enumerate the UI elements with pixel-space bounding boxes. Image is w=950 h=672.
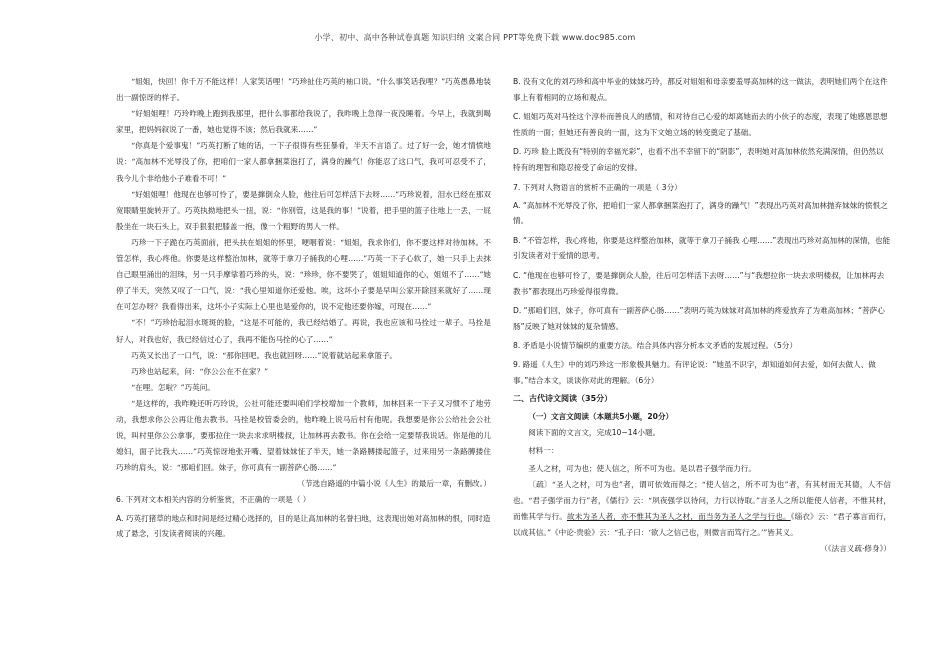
question-7-option-d: D. “那咱们回，妹子，你可真有一副菩萨心肠……”表明巧英为妹妹对高加林的疼爱放弃了为难高加林；“菩萨心肠”反映了她对妹妹的复杂情感。 (513, 306, 885, 331)
excerpt-source: （节选自路遥的中篇小说《人生》的最后一章，有删改。） (297, 479, 491, 489)
paragraph: “在哩。怎啦？”巧英问。 (131, 382, 215, 392)
classical-source: （《法言义疏·修身》） (820, 544, 891, 554)
reading-instruction: 阅读下面的文言文，完成10~14小题。 (528, 427, 661, 437)
question-8: 8. 矛盾是小说情节编织的重要方法。结合具体内容分析本文矛盾的发展过程。（5分） (513, 341, 798, 351)
question-9: 9. 路遥《人生》中的刘巧珍这一形象极具魅力。有评论说：“她虽不识字，却知道如何去爱，如何去做人、做事。”结合本文，谈谈你对此的理解。（6分） (513, 359, 876, 385)
paragraph: “不！”巧珍抬起泪水斑斑的脸，“这是不可能的，我已经结婚了。再说，我也应该和马拴过一辈子。马拴是好人，对我也好，我已经信过心了，我再不能伤马拴的心了……” (116, 318, 491, 344)
section-heading: 二、古代诗文阅读（35分） (513, 393, 613, 403)
paragraph: 巧珍一下子跪在巧英面前，把头扶在姐姐的怀里，哽咽着说：“姐姐，我求你们，你不要这样对待加林。不管怎样，我心疼他。你要是这样整治加林，就等于拿刀子捅我的心哩……”巧英一下子心软了，她一只手上去抹自己眼里涌出的泪珠，另一只手摩挲着巧珍的头，说：“珍珍，你不要哭了，姐姐知道你的心，姐姐不了……”她停了半天，突然又叹了一口气，说：“我心里知道你还爱他。唉，这坏小子要是早叫公家开除回来就好了……现在可怎办呀？我看得出来，这坏小子实际上心里也是爱你的，说不定他还要你嫁，可现在……” (116, 237, 491, 312)
classical-quote: 圣人之材，可为也；使人信之，所不可为也。是以君子强学而力行。 (528, 463, 756, 473)
question-6: 6. 下列对文本相关内容的分析鉴赏，不正确的一项是（ ） (116, 495, 311, 505)
question-6-option-c: C. 姐姐巧英对马拴这个淳朴而善良人的感情，和对待自己心爱的却离她而去的小伙子的态度，表现了她感恩思想性质的一面；但她还有善良的一面，这为下文她立场的转变奠定了基础。 (513, 112, 888, 137)
question-6-option-d: D. 巧珍 脸上既没有“特别的幸福光彩”，也看不出不幸留下的“阴影”，表明她对高加林依然充满深情，但仍然以特有的理智和隐忍接受了命运的安排。 (513, 147, 884, 172)
question-6-option-b: B. 没有文化的刘巧珍和高中毕业的妹妹巧玲，都反对姐姐和母亲要羞辱高加林的这一做法，表明她们两个在这件事上有着相同的立场和观点。 (513, 77, 888, 102)
question-7-option-a: A. “高加林不光辱没了你，把咱们一家人都拿捆菜泡打了，满身的躁气！”表现出巧英对高加林抛弃妹妹的愤恨之情。 (513, 200, 888, 226)
paragraph: 巧英又长出了一口气，说：“那你回吧。我也就回呀……”说着就站起来拿篮子。 (131, 350, 398, 360)
question-7-option-b: B. “不管怎样，我心疼他，你要是这样整治加林，就等于拿刀子捅我 心哩……”表现出巧珍对高加林的深情，也能引发读者对于爱情的思考。 (513, 235, 891, 261)
subsection-heading: （一）文言文阅读（本题共5小题，20分） (528, 411, 674, 421)
paragraph: “你真是个爱事鬼！”巧英打断了她的话，一下子很得有些狂暴肴，半天不言语了。过了好一会，她才情愤地说：“高加林不光辱没了你，把咱们一家人都拿捆菜泡打了，满身的躁气！你能忍了这口气，我可可忍受不了，我今儿个非给他小子难看不可！” (116, 141, 491, 183)
paragraph: “姐姐，快回！你千万不能这样！人家笑话哩！”巧珍扯住巧英的袖口说。“什么事笑话我哩？”巧英愚鼻地装出一副惊讶的样子。 (116, 77, 491, 103)
material-label: 材料一： (528, 445, 559, 455)
page-header: 小学、初中、高中各种试卷真题 知识归纳 文案合同 PPT等免费下载 www.doc985.com (314, 33, 636, 42)
classical-commentary (513, 477, 891, 541)
paragraph: “好姐姐哩！他现在也够可怜了，要是撺倒众人脸，他往后可怎样活下去呀……”巧珍说着，泪水已经在那双宽眼睛里旋转开了。巧英执拗地把头一扭，说：“你别管，这是我的事！”说着，把手里的篮子往地上一丢，一屁股坐在一块石头上，双手狠狠把膝盖一抱，像一个粗野的男人一样。 (116, 189, 491, 231)
underlined-sentence: 故未为圣人者，亦不惟其为圣人之材，而当务为圣人之学与行也。 (567, 512, 791, 522)
left-column (116, 74, 491, 546)
question-7-option-c: C. “他现在也够可怜了，要是撺倒众人脸，往后可怎样活下去呀……”与“我想拉你一块去求明楼叔，让加林再去教书”都表现出巧珍爱得很卑微。 (513, 271, 885, 296)
paragraph: “好姐姐哩！巧玲昨晚上跑到我那里，把什么事都给我说了，我昨晚上急得一夜没睡着。今早上，我就到喝家里，把妈妈叙说了一番，她也觉得不该；然后我就来……” (116, 109, 491, 135)
commentary-text: 〔疏〕“圣人之材，可为也”者，谓可依效而得之；“使人信之，所不可为也”者，有其材而无其德，人不信也。“君子强学而力行”者，《儒行》云：“夙夜强学以待问，力行以待取。”言圣人之所以能使人信者，不惟其材，而惟其学与行。 (513, 479, 891, 522)
commentary-text: 《缁衣》云：“君子寡言而行，以成其信。”《中论·贵验》云：“孔子曰：‘欲人之信己也，则微言而笃行之。’”皆其义。 (513, 512, 891, 538)
paragraph: “是这样的，我昨晚还听巧玲说，公社可能还要叫咱们学校增加一个教师，加林回来一下子又习惯不了地劳动，我想求你公公再让他去教书。马拴是校管委会的，他昨晚上说马后村有他呢。我想要是你公公给社会公社说，叫村里你公公拿事，要那拉住一块去求求明楼叔，让加林再去教书。你在会给一定要帮我说话。你是他的儿媳妇，面子比我大……”巧英惊讶地张开嘴、望着妹妹怔了半天，她一条路膊搂起篮子，过来用另一条路膊搂住巧珍的肩头，说：“那咱们回。妹子，你可真有一副菩萨心肠……” (116, 398, 491, 473)
question-6-option-a: A. 巧英打猪草的地点和时间是经过精心选择的，目的是让高加林的名誉扫地，这表现出她对高加林的恨，同时造成了悬念，引发读者阅读的兴趣。 (116, 513, 491, 539)
right-column (513, 74, 891, 557)
question-7: 7. 下列对人物语言的赏析不正确的一项是（ 3分） (513, 182, 682, 192)
paragraph: 巧珍也站起来，问：“你公公在不在家？” (131, 366, 269, 376)
